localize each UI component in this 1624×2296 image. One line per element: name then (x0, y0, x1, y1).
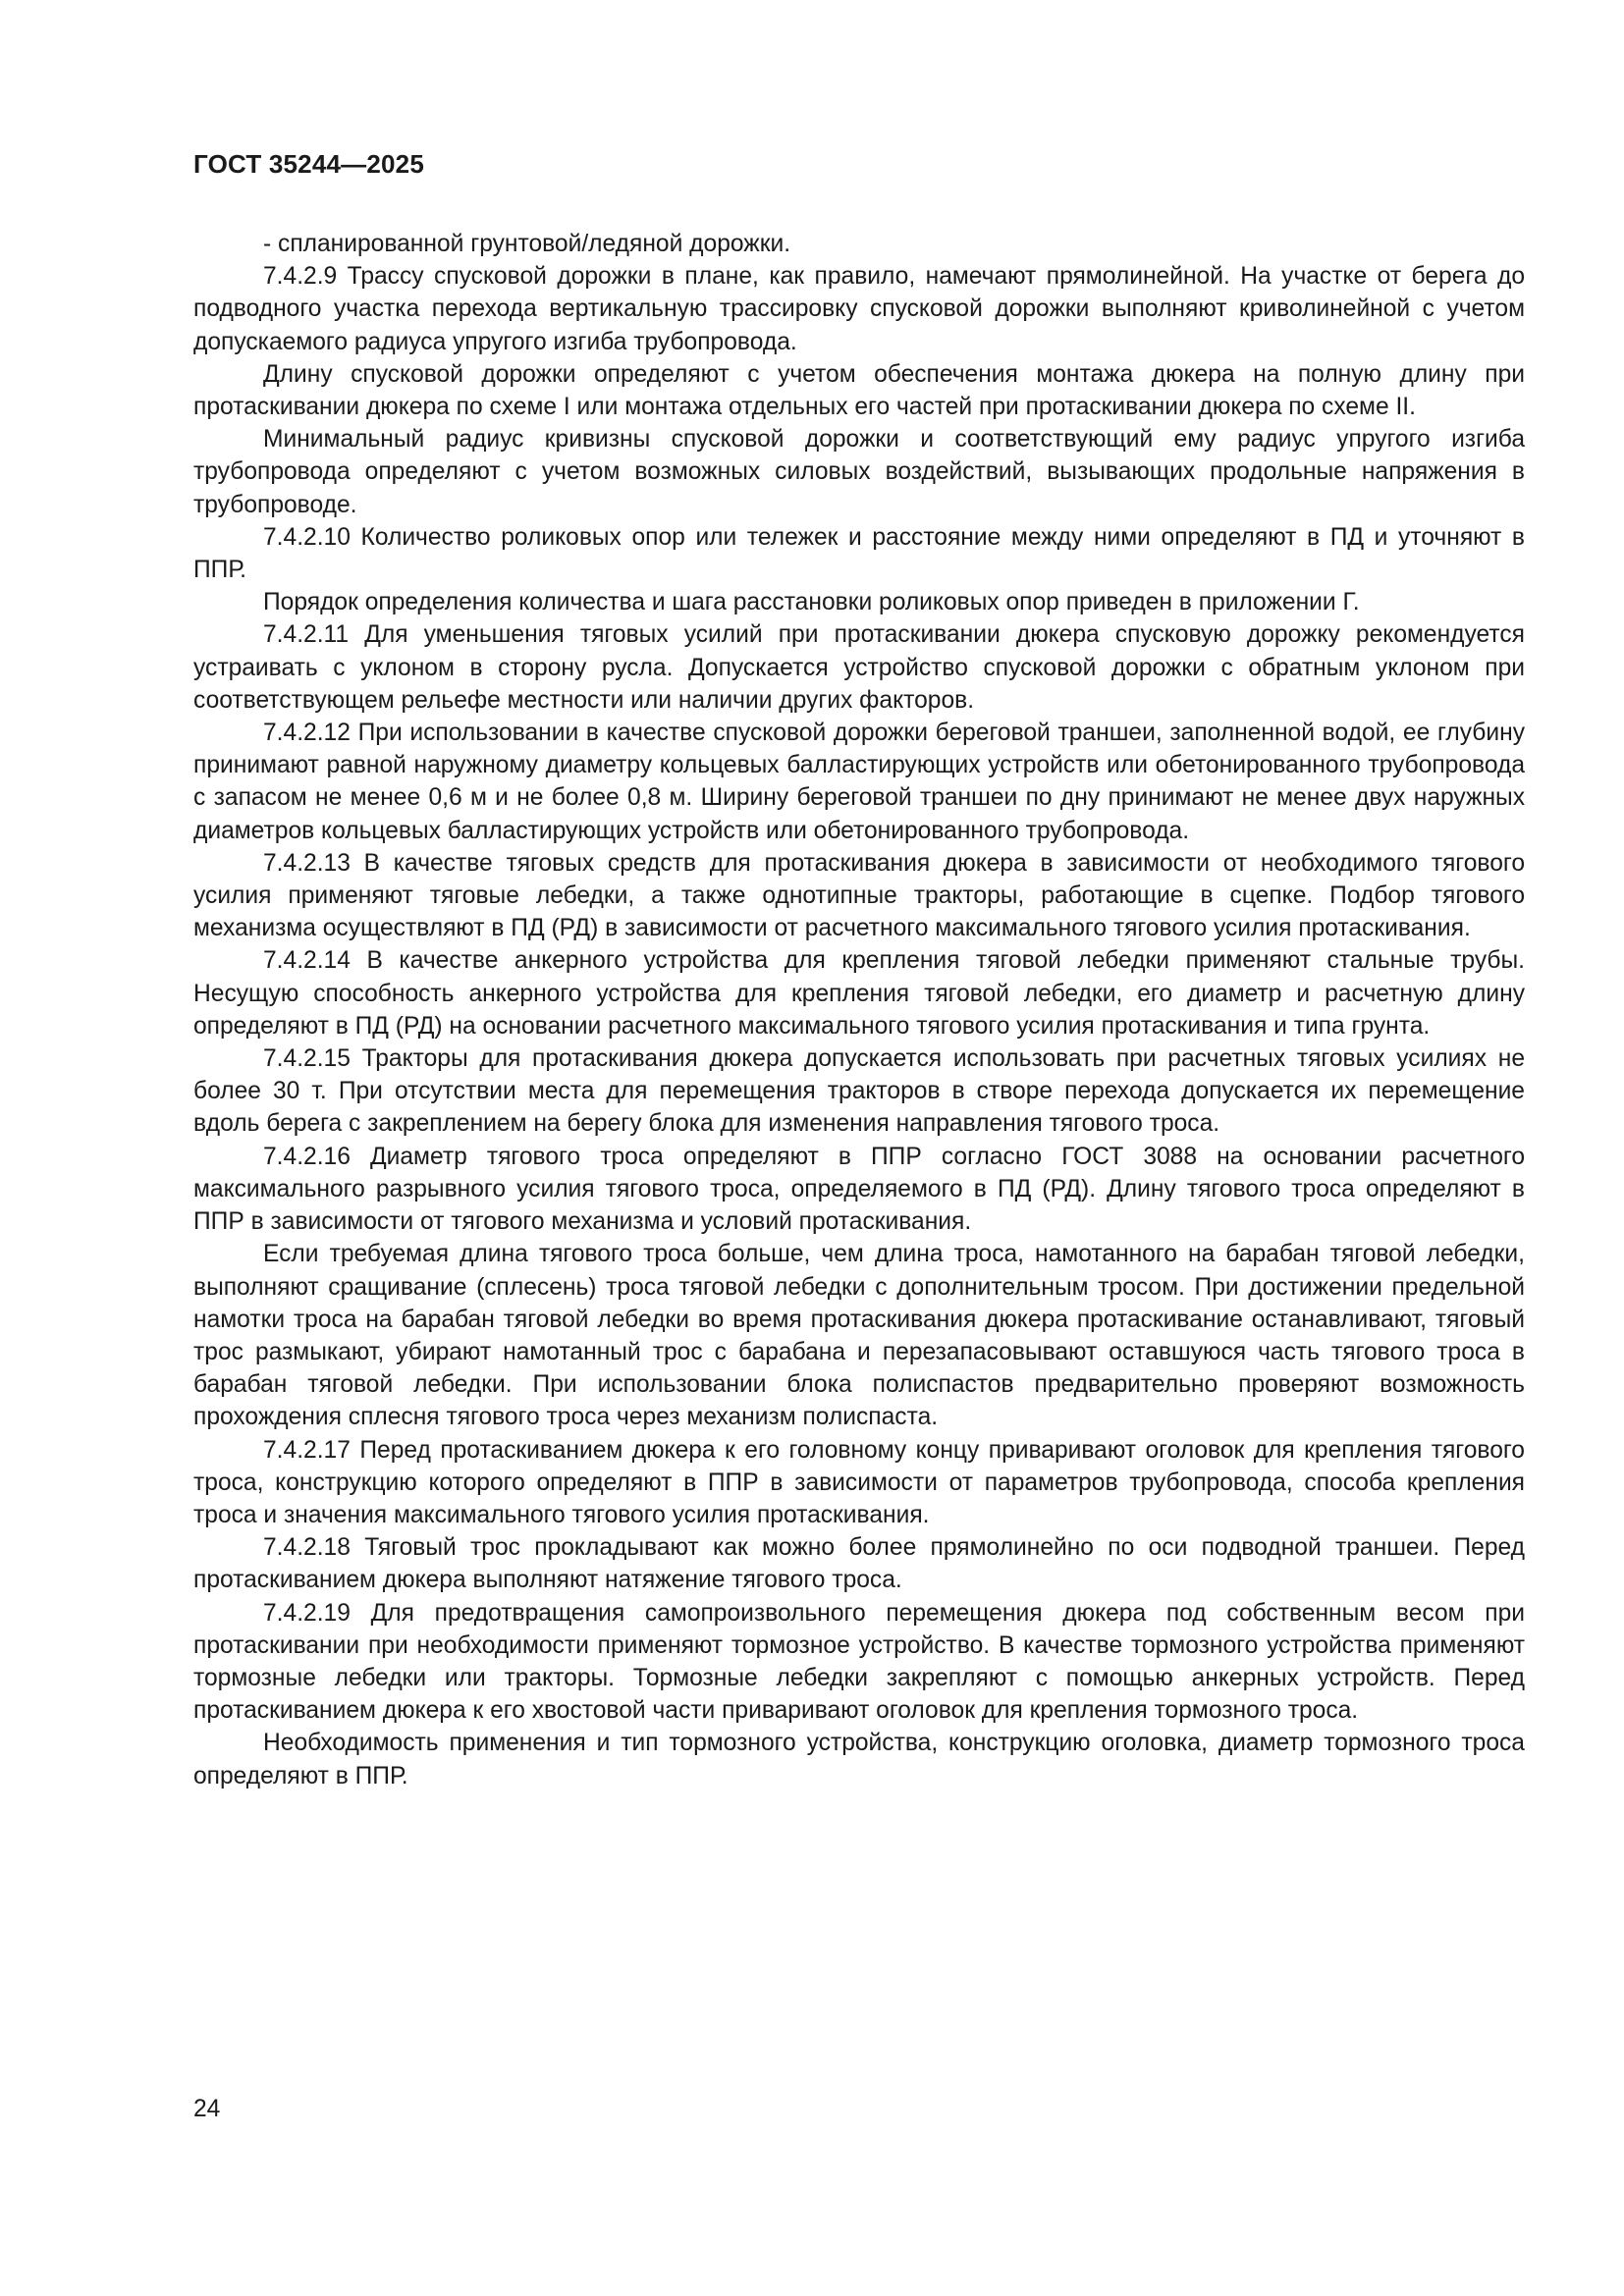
document-body (193, 228, 1525, 1792)
paragraph: 7.4.2.17 Перед протаскиванием дюкера к его головному концу приваривают оголовок для крепления тягового троса, конструкцию которого определяют в ППР в зависимости от параметров трубопровода, способа крепления троса и значения максимального тягового усилия протаскивания. (193, 1436, 1525, 1528)
paragraph: 7.4.2.15 Тракторы для протаскивания дюкера допускается использовать при расчетных тяговых усилиях не более 30 т. При отсутствии места для перемещения тракторов в створе перехода допускается их перемещение вдоль берега с закреплением на берегу блока для изменения направления тягового троса. (193, 1045, 1525, 1138)
page-number: 24 (193, 2096, 221, 2122)
paragraph: 7.4.2.19 Для предотвращения самопроизвольного перемещения дюкера под собственным весом при протаскивании при необходимости применяют тормозное устройство. В качестве тормозного устройства применяют тормозные лебедки или тракторы. Тормозные лебедки закрепляют с помощью анкерных устройств. Перед протаскиванием дюкера к его хвостовой части приваривают оголовок для крепления тормозного троса. (193, 1599, 1525, 1725)
paragraph: Необходимость применения и тип тормозного устройства, конструкцию оголовка, диаметр тормозного троса определяют в ППР. (193, 1730, 1525, 1789)
paragraph: 7.4.2.13 В качестве тяговых средств для протаскивания дюкера в зависимости от необходимого тягового усилия применяют тяговые лебедки, а также однотипные тракторы, работающие в сцепке. Подбор тягового механизма осуществляют в ПД (РД) в зависимости от расчетного максимального тягового усилия протаскивания. (193, 849, 1525, 942)
paragraph: Порядок определения количества и шага расстановки роликовых опор приведен в приложении Г. (263, 589, 1360, 616)
paragraph: 7.4.2.14 В качестве анкерного устройства для крепления тяговой лебедки применяют стальные трубы. Несущую способность анкерного устройства для крепления тяговой лебедки, его диаметр и расчетную длину определяют в ПД (РД) на основании расчетного максимального тягового усилия протаскивания и типа грунта. (193, 947, 1525, 1040)
paragraph: - спланированной грунтовой/ледяной дорожки. (263, 231, 791, 257)
paragraph: 7.4.2.9 Трассу спусковой дорожки в плане, как правило, намечают прямолинейной. На участке от берега до подводного участка перехода вертикальную трассировку спусковой дорожки выполняют криволинейной с учетом допускаемого радиуса упругого изгиба трубопровода. (193, 263, 1525, 355)
paragraph: Если требуемая длина тягового троса больше, чем длина троса, намотанного на барабан тяговой лебедки, выполняют сращивание (сплесень) троса тяговой лебедки с дополнительным тросом. При достижении предельной намотки троса на барабан тяговой лебедки во время протаскивания дюкера протаскивание останавливают, тяговый трос размыкают, убирают намотанный трос с барабана и перезапасовывают оставшуюся часть тягового троса в барабан тяговой лебедки. При использовании блока полиспастов предварительно проверяют возможность прохождения сплесня тягового троса через механизм полиспаста. (193, 1241, 1525, 1431)
paragraph: Длину спусковой дорожки определяют с учетом обеспечения монтажа дюкера на полную длину при протаскивании дюкера по схеме I или монтажа отдельных его частей при протаскивании дюкера по схеме II. (193, 360, 1525, 421)
paragraph: 7.4.2.11 Для уменьшения тяговых усилий при протаскивании дюкера спусковую дорожку рекомендуется устраивать с уклоном в сторону русла. Допускается устройство спусковой дорожки с обратным уклоном при соответствующем рельефе местности или наличии других факторов. (193, 621, 1525, 714)
document-header: ГОСТ 35244—2025 (193, 149, 424, 179)
paragraph: 7.4.2.10 Количество роликовых опор или тележек и расстояние между ними определяют в ПД и уточняют в ППР. (193, 523, 1525, 584)
paragraph: Минимальный радиус кривизны спусковой дорожки и соответствующий ему радиус упругого изгиба трубопровода определяют с учетом возможных силовых воздействий, вызывающих продольные напряжения в трубопроводе. (193, 426, 1525, 518)
paragraph: 7.4.2.16 Диаметр тягового троса определяют в ППР согласно ГОСТ 3088 на основании расчетного максимального разрывного усилия тягового троса, определяемого в ПД (РД). Длину тягового троса определяют в ППР в зависимости от тягового механизма и условий протаскивания. (193, 1143, 1525, 1236)
paragraph: 7.4.2.18 Тяговый трос прокладывают как можно более прямолинейно по оси подводной траншеи. Перед протаскиванием дюкера выполняют натяжение тягового троса. (193, 1534, 1525, 1594)
paragraph: 7.4.2.12 При использовании в качестве спусковой дорожки береговой траншеи, заполненной водой, ее глубину принимают равной наружному диаметру кольцевых балластирующих устройств или обетонированного трубопровода с запасом не менее 0,6 м и не более 0,8 м. Ширину береговой траншеи по дну принимают не менее двух наружных диаметров кольцевых балластирующих устройств или обетонированного трубопровода. (193, 720, 1525, 844)
